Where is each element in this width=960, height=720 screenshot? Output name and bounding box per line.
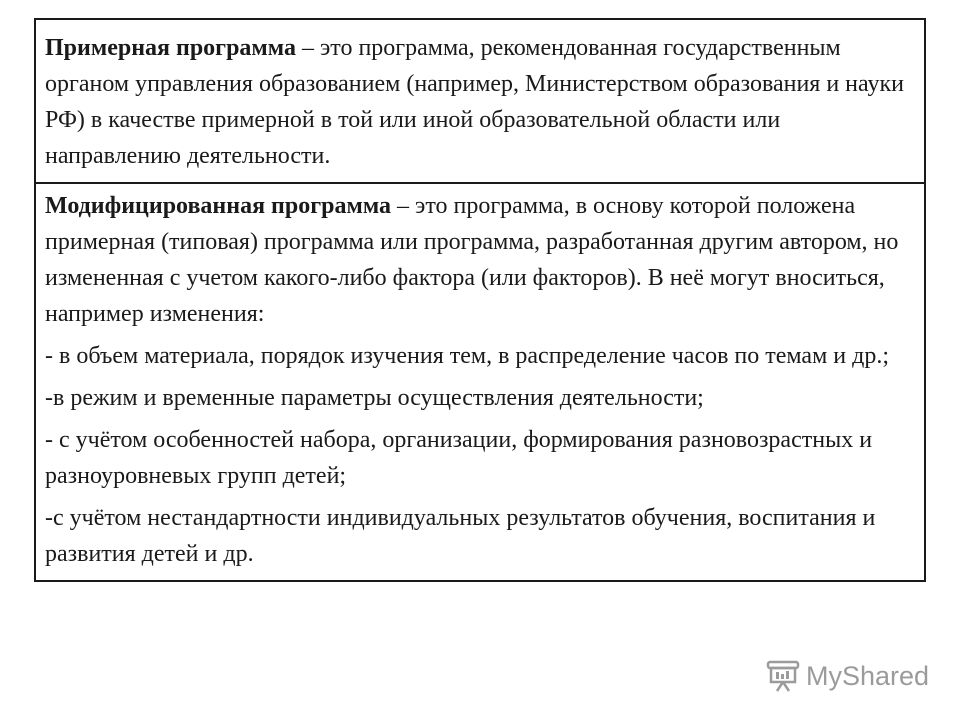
list-item: - в объем материала, порядок изучения тем, в распределение часов по темам и др.; <box>45 343 889 369</box>
term-modified-program: Модифицированная программа <box>45 193 392 219</box>
definition-row-example-program <box>36 20 924 182</box>
definition-text: – это программа, рекомендованная государственным органом управления образованием (например, Министерством образования и науки РФ) в качестве примерной в той или иной образовательной области или направлению деятельности. <box>45 35 904 169</box>
definition-row-modified-program <box>36 182 924 580</box>
list-item: - с учётом особенностей набора, организации, формирования разновозрастных и разноуровневых групп детей; <box>45 427 873 489</box>
term-example-program: Примерная программа <box>45 35 296 61</box>
definition-paragraph <box>45 30 915 174</box>
watermark <box>766 656 929 696</box>
watermark-text: MyShared <box>806 660 930 691</box>
list-item: -с учётом нестандартности индивидуальных результатов обучения, воспитания и развития детей и др. <box>45 505 876 567</box>
definitions-table <box>34 18 926 582</box>
definition-paragraph <box>45 188 915 332</box>
projector-screen-icon <box>766 659 800 693</box>
definition-text: – это программа, в основу которой положена примерная (типовая) программа или программа, разработанная другим автором, но измененная с учетом какого-либо фактора (или факторов). В неё могут вноситься, например изменения: <box>45 193 899 327</box>
list-item: -в режим и временные параметры осуществления деятельности; <box>45 385 704 411</box>
